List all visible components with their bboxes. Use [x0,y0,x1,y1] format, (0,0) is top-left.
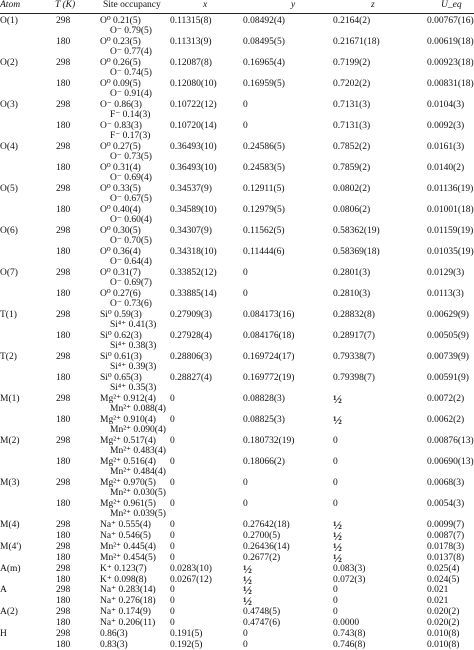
z-coordinate: ½ [333,550,342,565]
z-coordinate: 0.28917(7) [333,331,375,341]
ueq-value: 0.024(5) [427,574,460,585]
y-coordinate: 0.084176(18) [243,331,295,341]
site-occupancy-value: Na⁺ 0.546(5) [100,530,151,541]
z-coordinate: 0.79398(7) [333,373,375,383]
y-coordinate: 0.08495(5) [243,37,285,47]
temperature-value: 298 [56,607,71,618]
site-occupancy-value: Mg²⁺ 0.517(4) [100,436,156,446]
y-coordinate: 0.12911(5) [243,184,285,194]
y-coordinate: 0.24583(5) [243,163,285,173]
x-coordinate: 0.12087(8) [170,58,212,68]
temperature-value: 298 [56,563,71,574]
y-coordinate: 0 [243,289,248,299]
site-occupancy-value: O⁻ 0.69(7) [110,278,152,289]
atom-label: O(5) [0,184,18,194]
ueq-value: 0.0178(3) [427,541,465,552]
temperature-value: 180 [56,121,71,131]
temperature-value: 298 [56,184,71,194]
z-coordinate: 0.7852(2) [333,142,371,152]
atom-label: M(4) [0,520,20,530]
z-coordinate: 0.58362(19) [333,226,380,236]
ueq-value: 0.0054(3) [427,499,465,509]
ueq-value: 0.020(2) [427,618,460,629]
site-occupancy-value: O⁻ 0.73(6) [110,299,152,310]
z-coordinate: 0.2801(3) [333,268,371,278]
y-coordinate: 0.27642(18) [243,520,290,530]
site-occupancy-value: Mn²⁺ 0.445(4) [100,541,156,552]
site-occupancy-value: Si⁴⁺ 0.41(3) [110,320,157,331]
site-occupancy-value: O⁰ 0.27(6) [100,289,141,299]
temperature-value: 298 [56,478,71,488]
z-coordinate: 0 [333,585,338,596]
ueq-value: 0.00831(18) [427,79,474,89]
y-coordinate: 0.169724(17) [243,352,295,362]
x-coordinate: 0 [170,585,175,596]
site-occupancy-value: Mn²⁺ 0.454(5) [100,552,156,563]
temperature-value: 298 [56,100,71,110]
y-coordinate: 0.16965(4) [243,58,285,68]
ueq-value: 0.0062(2) [427,415,465,425]
ueq-value: 0.01035(19) [427,247,474,257]
header-y: y [291,0,296,10]
y-coordinate: 0.2700(5) [243,530,281,541]
x-coordinate: 0 [170,415,175,425]
z-coordinate: 0.7859(2) [333,163,371,173]
y-coordinate: 0.26436(14) [243,541,290,552]
z-coordinate: 0.2810(3) [333,289,371,299]
temperature-value: 298 [56,58,71,68]
z-coordinate: 0.072(3) [333,574,366,585]
y-coordinate: 0.08825(3) [243,415,285,425]
ueq-value: 0.00739(9) [427,352,469,362]
z-coordinate: 0.0000 [333,618,360,629]
atom-label: M(2) [0,436,20,446]
site-occupancy-value: O⁻ 0.86(3) [100,100,142,110]
site-occupancy-value: O⁰ 0.33(5) [100,184,141,194]
x-coordinate: 0.0283(10) [170,563,212,574]
site-occupancy-value: Mn²⁺ 0.039(5) [110,509,166,520]
site-occupancy-value: Na⁺ 0.174(9) [100,607,151,618]
site-occupancy-value: Mg²⁺ 0.910(4) [100,415,156,425]
y-coordinate: 0.08492(4) [243,16,285,26]
site-occupancy-value: O⁻ 0.77(4) [110,47,152,58]
temperature-value: 180 [56,457,71,467]
ueq-value: 0.0072(2) [427,394,465,404]
site-occupancy-value: 0.86(3) [100,629,128,639]
site-occupancy-value: K⁺ 0.123(7) [100,563,147,574]
y-coordinate: 0 [243,499,248,509]
ueq-value: 0.0113(3) [427,289,464,299]
temperature-value: 180 [56,574,71,585]
site-occupancy-value: O⁰ 0.30(5) [100,226,141,236]
x-coordinate: 0.28827(4) [170,373,212,383]
temperature-value: 298 [56,142,71,152]
atom-label: O(3) [0,100,18,110]
ueq-value: 0.021 [427,596,449,607]
y-coordinate: ½ [243,583,252,598]
x-coordinate: 0 [170,520,175,530]
site-occupancy-value: O⁰ 0.31(4) [100,163,141,173]
site-occupancy-value: 0.83(3) [100,639,128,650]
y-coordinate: 0.180732(19) [243,436,295,446]
site-occupancy-value: Mg²⁺ 0.912(4) [100,394,156,404]
y-coordinate: 0 [243,478,248,488]
temperature-value: 180 [56,79,71,89]
site-occupancy-value: Mg²⁺ 0.970(5) [100,478,156,488]
ueq-value: 0.00923(18) [427,58,474,68]
site-occupancy-value: O⁰ 0.09(5) [100,79,141,89]
z-coordinate: ½ [333,539,342,554]
site-occupancy-value: Mg²⁺ 0.961(5) [100,499,156,509]
header-temperature: T (K) [55,0,76,10]
x-coordinate: 0 [170,618,175,629]
atom-label: O(1) [0,16,18,26]
y-coordinate: ½ [243,572,252,587]
temperature-value: 298 [56,436,71,446]
y-coordinate: ½ [243,594,252,609]
temperature-value: 298 [56,352,71,362]
temperature-value: 180 [56,37,71,47]
y-coordinate: 0.24586(5) [243,142,285,152]
x-coordinate: 0 [170,596,175,607]
site-occupancy-value: F⁻ 0.17(3) [110,131,151,142]
temperature-value: 180 [56,499,71,509]
x-coordinate: 0 [170,552,175,563]
site-occupancy-value: K⁺ 0.098(8) [100,574,147,585]
ueq-value: 0.0087(7) [427,530,465,541]
z-coordinate: 0.0806(2) [333,205,371,215]
site-occupancy-value: O⁰ 0.23(5) [100,37,141,47]
ueq-value: 0.00505(9) [427,331,469,341]
temperature-value: 180 [56,530,71,541]
x-coordinate: 0 [170,530,175,541]
z-coordinate: 0 [333,499,338,509]
header-ueq: U_eq [441,0,462,10]
atom-label: T(1) [0,310,17,320]
z-coordinate: 0.2164(2) [333,16,371,26]
y-coordinate: 0.084173(16) [243,310,295,320]
x-coordinate: 0.11315(8) [170,16,212,26]
x-coordinate: 0 [170,436,175,446]
z-coordinate: 0 [333,596,338,607]
z-coordinate: 0.7202(2) [333,79,371,89]
z-coordinate: ½ [333,528,342,543]
x-coordinate: 0 [170,541,175,552]
temperature-value: 298 [56,585,71,596]
header-x: x [203,0,208,10]
temperature-value: 180 [56,415,71,425]
ueq-value: 0.0092(3) [427,121,465,131]
site-occupancy-value: O⁻ 0.83(3) [100,121,142,131]
site-occupancy-value: Mn²⁺ 0.483(4) [110,446,166,457]
x-coordinate: 0.34537(9) [170,184,212,194]
temperature-value: 180 [56,247,71,257]
ueq-value: 0.00629(9) [427,310,469,320]
z-coordinate: 0.28832(8) [333,310,375,320]
x-coordinate: 0.10720(14) [170,121,217,131]
temperature-value: 298 [56,520,71,530]
site-occupancy-value: Si⁴⁺ 0.35(3) [110,383,157,394]
ueq-value: 0.01159(19) [427,226,474,236]
y-coordinate: 0 [243,100,248,110]
ueq-value: 0.010(8) [427,639,460,650]
x-coordinate: 0.28806(3) [170,352,212,362]
temperature-value: 298 [56,310,71,320]
temperature-value: 180 [56,618,71,629]
z-coordinate: 0.0802(2) [333,184,371,194]
site-occupancy-value: O⁻ 0.74(5) [110,68,152,79]
y-coordinate: 0 [243,121,248,131]
x-coordinate: 0.34318(10) [170,247,217,257]
ueq-value: 0.01136(19) [427,184,474,194]
z-coordinate: 0 [333,436,338,446]
atom-label: O(6) [0,226,18,236]
y-coordinate: 0 [243,268,248,278]
y-coordinate: 0 [243,629,248,639]
site-occupancy-value: Si⁰ 0.59(3) [100,310,142,320]
y-coordinate: 0.11562(5) [243,226,285,236]
y-coordinate: 0.16959(5) [243,79,285,89]
ueq-value: 0.020(2) [427,607,460,618]
atom-label: M(3) [0,478,20,488]
temperature-value: 298 [56,16,71,26]
site-occupancy-value: Mn²⁺ 0.484(4) [110,467,166,478]
site-occupancy-value: O⁰ 0.36(4) [100,247,141,257]
ueq-value: 0.00591(9) [427,373,469,383]
ueq-value: 0.010(8) [427,629,460,639]
site-occupancy-value: O⁰ 0.31(7) [100,268,141,278]
site-occupancy-value: O⁰ 0.40(4) [100,205,141,215]
header-atom: Atom [0,0,21,10]
y-coordinate: 0 [243,639,248,650]
z-coordinate: 0.7199(2) [333,58,371,68]
x-coordinate: 0.27909(3) [170,310,212,320]
site-occupancy-value: Si⁰ 0.61(3) [100,352,142,362]
ueq-value: 0.00619(18) [427,37,474,47]
x-coordinate: 0.11313(9) [170,37,212,47]
x-coordinate: 0 [170,394,175,404]
atom-label: O(4) [0,142,18,152]
temperature-value: 180 [56,331,71,341]
x-coordinate: 0.27928(4) [170,331,212,341]
site-occupancy-value: O⁰ 0.21(5) [100,16,141,26]
site-occupancy-value: Si⁰ 0.62(3) [100,331,142,341]
ueq-value: 0.0137(8) [427,552,465,563]
atom-label: O(2) [0,58,18,68]
z-coordinate: 0.743(8) [333,629,366,639]
x-coordinate: 0.34589(10) [170,205,217,215]
x-coordinate: 0.34307(9) [170,226,212,236]
header-z: z [371,0,375,10]
x-coordinate: 0 [170,607,175,618]
z-coordinate: 0.79338(7) [333,352,375,362]
site-occupancy-value: O⁰ 0.26(5) [100,58,141,68]
z-coordinate: ½ [333,413,342,427]
temperature-value: 180 [56,596,71,607]
temperature-value: 180 [56,552,71,563]
ueq-value: 0.025(4) [427,563,460,574]
x-coordinate: 0.33885(14) [170,289,217,299]
temperature-value: 298 [56,226,71,236]
z-coordinate: 0.58369(18) [333,247,380,257]
x-coordinate: 0.36493(10) [170,142,217,152]
site-occupancy-value: Na⁺ 0.206(11) [100,618,156,629]
temperature-value: 298 [56,268,71,278]
y-coordinate: 0.2677(2) [243,552,281,563]
site-occupancy-value: Na⁺ 0.283(14) [100,585,156,596]
z-coordinate: 0 [333,457,338,467]
temperature-value: 298 [56,394,71,404]
x-coordinate: 0.12080(10) [170,79,217,89]
atom-label: H [0,629,7,639]
ueq-value: 0.0104(3) [427,100,465,110]
site-occupancy-value: Mg²⁺ 0.516(4) [100,457,156,467]
temperature-value: 298 [56,629,71,639]
atom-label: A(2) [0,607,18,618]
ueq-value: 0.00690(13) [427,457,474,467]
x-coordinate: 0.0267(12) [170,574,212,585]
ueq-value: 0.021 [427,585,449,596]
x-coordinate: 0.10722(12) [170,100,217,110]
z-coordinate: ½ [333,392,342,406]
ueq-value: 0.00876(13) [427,436,474,446]
temperature-value: 180 [56,163,71,173]
site-occupancy-value: Mn²⁺ 0.030(5) [110,488,166,499]
atom-label: T(2) [0,352,17,362]
site-occupancy-value: O⁻ 0.64(4) [110,257,152,268]
ueq-value: 0.0161(3) [427,142,465,152]
site-occupancy-value: F⁻ 0.14(3) [110,110,151,121]
y-coordinate: 0.169772(19) [243,373,295,383]
x-coordinate: 0.36493(10) [170,163,217,173]
y-coordinate: 0.4747(6) [243,618,281,629]
atom-label: A(m) [0,563,21,574]
y-coordinate: 0.08828(3) [243,394,285,404]
z-coordinate: 0.746(8) [333,639,366,650]
ueq-value: 0.0068(3) [427,478,465,488]
y-coordinate: 0.12979(5) [243,205,285,215]
atom-label: O(7) [0,268,18,278]
site-occupancy-value: O⁻ 0.79(5) [110,26,152,37]
header-rule [0,13,474,14]
site-occupancy-value: O⁻ 0.70(5) [110,236,152,247]
ueq-value: 0.00767(16) [427,16,474,26]
site-occupancy-value: Mn²⁺ 0.090(4) [110,425,166,436]
z-coordinate: 0.7131(3) [333,100,371,110]
z-coordinate: 0 [333,607,338,618]
z-coordinate: 0.21671(18) [333,37,380,47]
site-occupancy-value: O⁻ 0.91(4) [110,89,152,100]
y-coordinate: ½ [243,561,252,576]
x-coordinate: 0 [170,457,175,467]
temperature-value: 180 [56,205,71,215]
site-occupancy-value: Si⁴⁺ 0.38(3) [110,341,157,352]
site-occupancy-value: O⁻ 0.67(5) [110,194,152,205]
atom-label: M(4') [0,541,22,552]
ueq-value: 0.0140(2) [427,163,465,173]
z-coordinate: 0.7131(3) [333,121,371,131]
temperature-value: 180 [56,639,71,650]
site-occupancy-value: Na⁺ 0.276(18) [100,596,156,607]
x-coordinate: 0 [170,499,175,509]
site-occupancy-value: Si⁰ 0.65(3) [100,373,142,383]
z-coordinate: 0 [333,478,338,488]
temperature-value: 298 [56,541,71,552]
y-coordinate: 0.4748(5) [243,607,281,618]
x-coordinate: 0.191(5) [170,629,203,639]
y-coordinate: 0.18066(2) [243,457,285,467]
site-occupancy-value: O⁻ 0.69(4) [110,173,152,184]
ueq-value: 0.01001(18) [427,205,474,215]
site-occupancy-value: O⁻ 0.73(5) [110,152,152,163]
atom-label: A [0,585,7,596]
site-occupancy-value: Si⁴⁺ 0.39(3) [110,362,157,373]
temperature-value: 180 [56,289,71,299]
x-coordinate: 0.33852(12) [170,268,217,278]
temperature-value: 180 [56,373,71,383]
ueq-value: 0.0129(3) [427,268,465,278]
ueq-value: 0.0099(7) [427,520,465,530]
z-coordinate: 0.083(3) [333,563,366,574]
site-occupancy-value: O⁰ 0.27(5) [100,142,141,152]
site-occupancy-value: Mn²⁺ 0.088(4) [110,404,166,415]
site-occupancy-value: O⁻ 0.60(4) [110,215,152,226]
z-coordinate: ½ [333,518,342,532]
x-coordinate: 0.192(5) [170,639,203,650]
header-site-occupancy: Site occupancy [103,0,161,10]
y-coordinate: 0.11444(6) [243,247,285,257]
atom-label: M(1) [0,394,20,404]
x-coordinate: 0 [170,478,175,488]
site-occupancy-value: Na⁺ 0.555(4) [100,520,151,530]
